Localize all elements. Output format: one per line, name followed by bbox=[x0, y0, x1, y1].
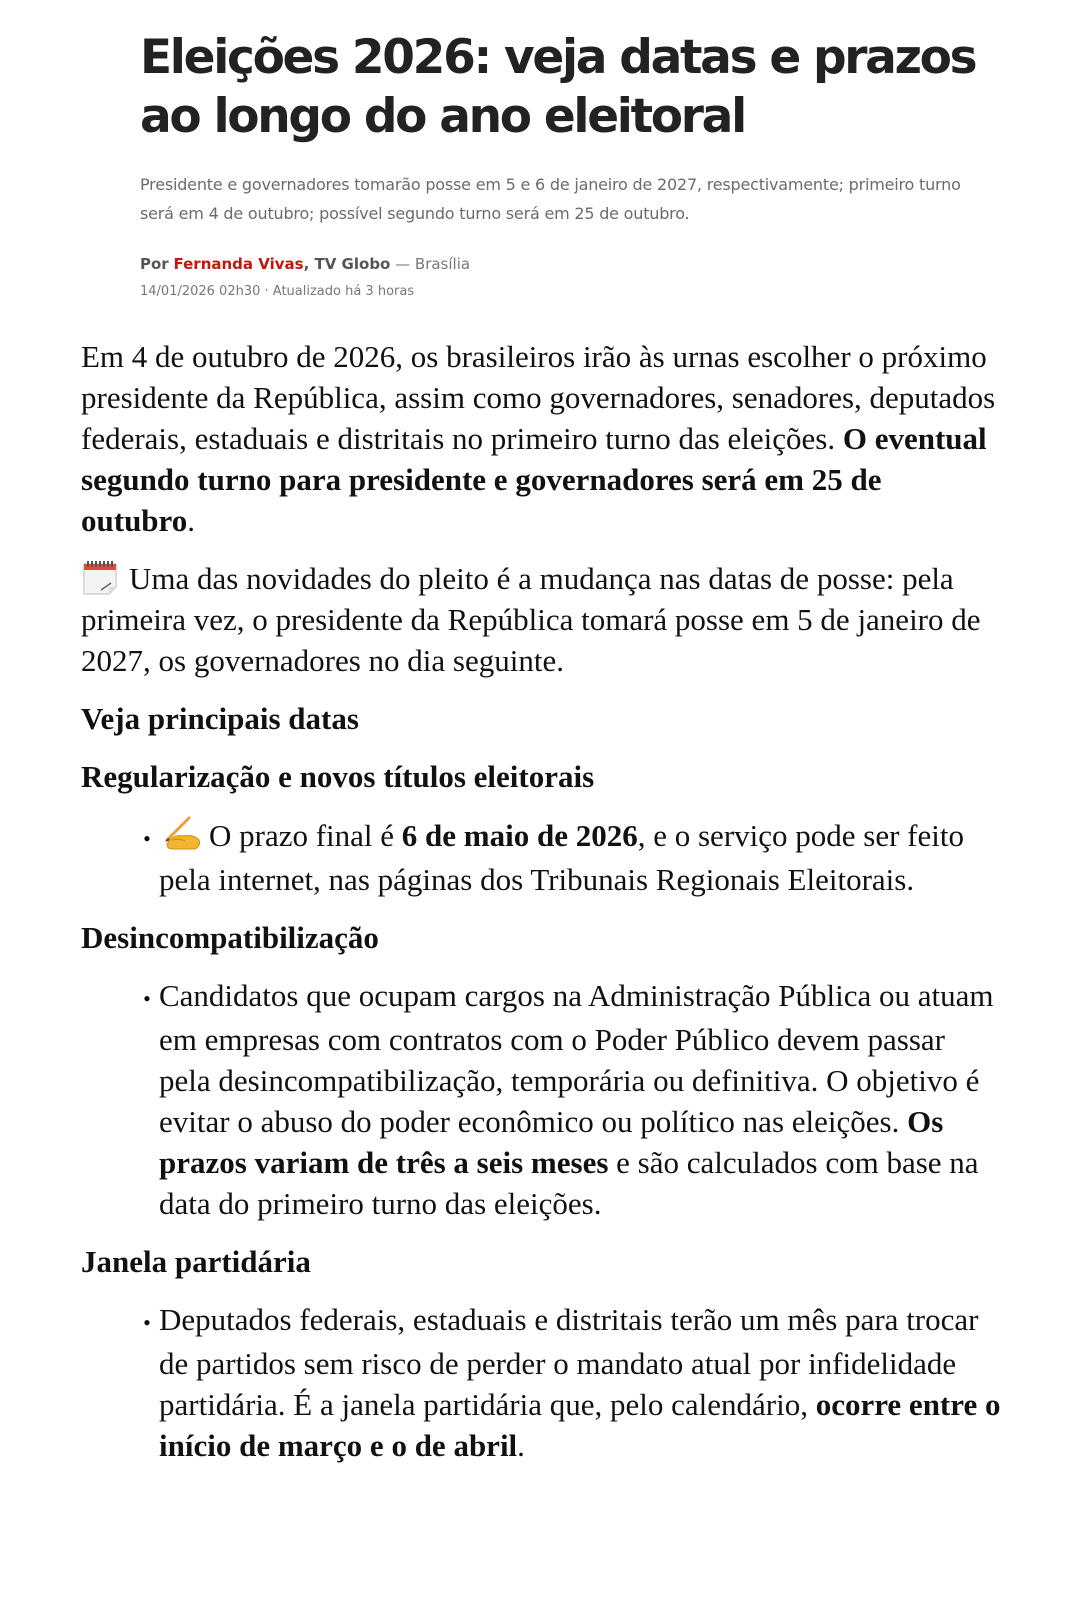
list-janela bbox=[81, 1299, 1001, 1466]
desincompatibilizacao-bold: Os prazos variam de três a seis meses bbox=[159, 1104, 944, 1180]
intro-bold: O eventual segundo turno para presidente e governadores será em 25 de outubro bbox=[81, 421, 987, 538]
list-item bbox=[143, 1299, 1001, 1466]
article-header bbox=[140, 28, 980, 301]
section-heading-desincompatibilizacao: Desincompatibilização bbox=[81, 920, 379, 955]
janela-bold: ocorre entre o início de março e o de abril bbox=[159, 1387, 1001, 1463]
list-item bbox=[143, 814, 1001, 900]
headline: Eleições 2026: veja datas e prazos ao longo do ano eleitoral bbox=[140, 30, 976, 144]
intro-end: . bbox=[187, 503, 195, 538]
subtitle: Presidente e governadores tomarão posse em 5 e 6 de janeiro de 2027, respectivamente; primeiro turno será em 4 de outubro; possível segundo turno será em 25 de outubro. bbox=[140, 175, 961, 223]
janela-text-2: . bbox=[517, 1428, 525, 1463]
list-desincompatibilizacao bbox=[81, 975, 1001, 1224]
author-link[interactable]: Fernanda Vivas bbox=[173, 255, 304, 273]
desincompatibilizacao-text-2: e são calculados com base na data do primeiro turno das eleições. bbox=[159, 1145, 979, 1221]
timestamp: 14/01/2026 02h30 · Atualizado há 3 horas bbox=[140, 284, 415, 299]
byline-organization: , TV Globo bbox=[303, 255, 391, 273]
regularizacao-bold: 6 de maio de 2026 bbox=[401, 818, 638, 853]
dates-heading: Veja principais datas bbox=[81, 701, 359, 736]
section-heading-regularizacao: Regularização e novos títulos eleitorais bbox=[81, 759, 595, 794]
desincompatibilizacao-text-1: Candidatos que ocupam cargos na Administração Pública ou atuam em empresas com contratos com o Poder Público devem passar pela desincompatibilização, temporária ou definitiva. O objetivo é evitar o abuso do poder econômico ou político nas eleições. bbox=[159, 978, 994, 1139]
writing-hand-icon bbox=[159, 814, 203, 852]
intro-text: Em 4 de outubro de 2026, os brasileiros irão às urnas escolher o próximo presidente da República, assim como governadores, senadores, deputados federais, estaduais e distritais no primeiro turno das eleições. bbox=[81, 339, 996, 456]
posse-paragraph bbox=[81, 558, 1001, 681]
bullet-icon: • bbox=[143, 826, 151, 851]
intro-paragraph bbox=[81, 336, 1001, 541]
regularizacao-text-2: , e o serviço pode ser feito pela internet, nas páginas dos Tribunais Regionais Eleitorais. bbox=[159, 818, 964, 897]
section-heading-janela: Janela partidária bbox=[81, 1244, 311, 1279]
regularizacao-text-1: O prazo final é bbox=[209, 818, 402, 853]
list-item bbox=[143, 975, 1001, 1224]
janela-text-1: Deputados federais, estaduais e distritais terão um mês para trocar de partidos sem risco de perder o mandato atual por infidelidade partidária. É a janela partidária que, pelo calendário, bbox=[159, 1302, 979, 1422]
byline-location: — Brasília bbox=[390, 255, 471, 273]
bullet-icon: • bbox=[143, 1310, 151, 1335]
byline bbox=[140, 254, 980, 274]
article-body bbox=[81, 336, 1001, 1483]
calendar-icon bbox=[81, 559, 119, 595]
byline-prefix: Por bbox=[140, 255, 169, 273]
bullet-icon: • bbox=[143, 986, 151, 1011]
list-regularizacao bbox=[81, 814, 1001, 900]
posse-text: Uma das novidades do pleito é a mudança nas datas de posse: pela primeira vez, o presidente da República tomará posse em 5 de janeiro de 2027, os governadores no dia seguinte. bbox=[81, 561, 981, 678]
